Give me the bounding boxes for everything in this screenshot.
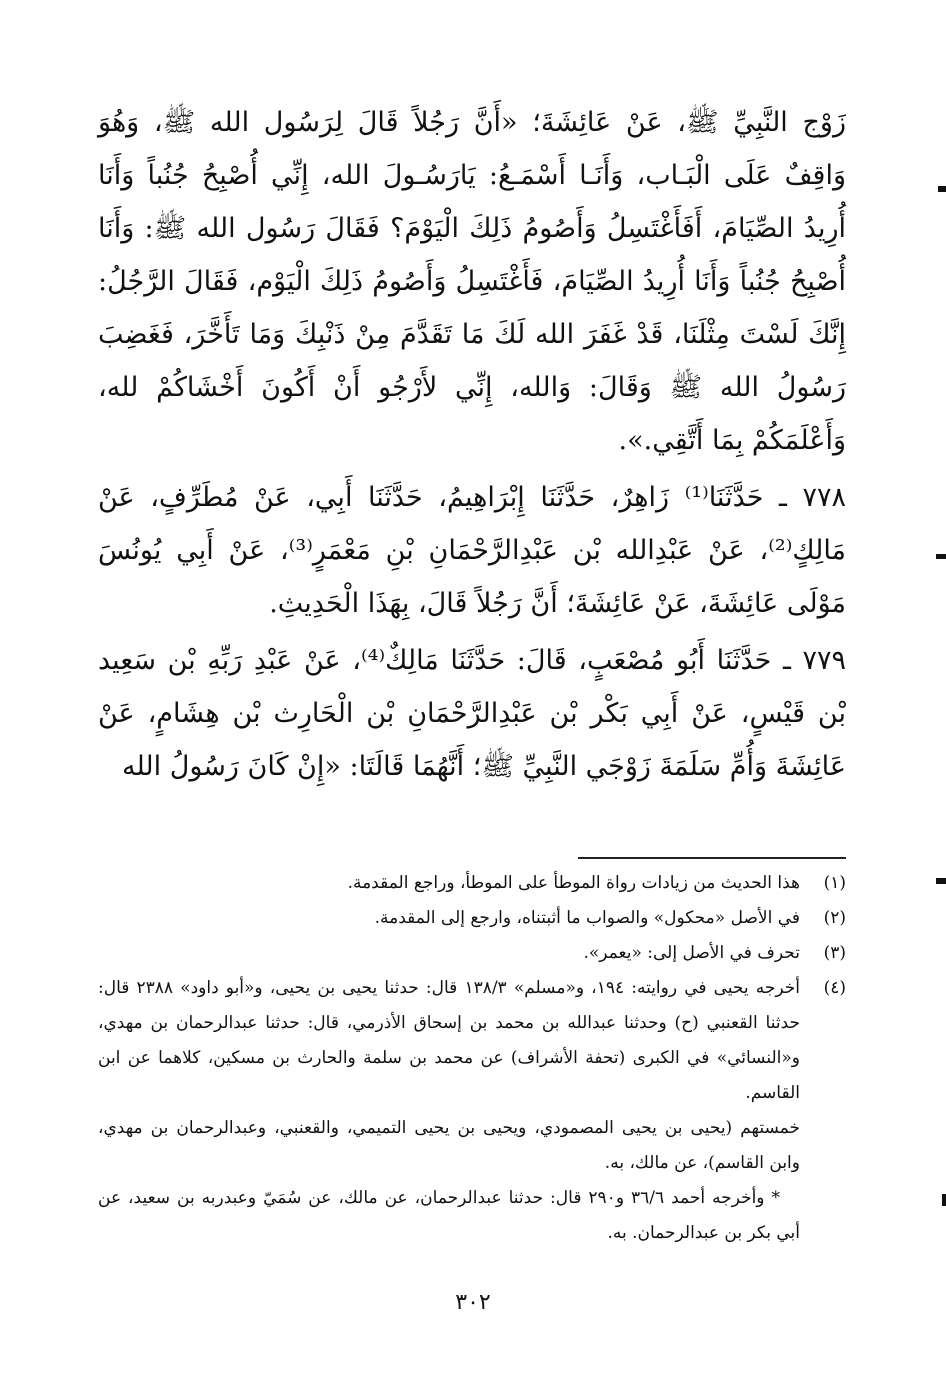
paragraph-hadith-continuation: زَوْج النَّبِيِّ ﷺ، عَنْ عَائِشَةَ؛ «أَنَّ رَجُلاً قَالَ لِرَسُول الله ﷺ، وَهُوَ وَاقِفٌ عَلَى الْبَـاب، وَأَنَـا أَسْمَـعُ: يَارَسُـولَ الله، إِنِّي أُصْبِحُ جُنُباً وَأَنَا أُرِيدُ الصِّيَامَ، أَفَأَغْتَسِلُ وَأَصُومُ ذَلِكَ الْيَوْمَ؟ فَقَالَ رَسُول الله ﷺ: وَأَنَا أُصْبِحُ جُنُباً وَأَنَا أُرِيدُ الصِّيَامَ، فَأَغْتَسِلُ وَأَصُومُ ذَلِكَ الْيَوْم، فَقَالَ الرَّجُلُ: إِنَّكَ لَسْتَ مِثْلَنَا، قَدْ غَفَرَ الله لَكَ مَا تَقَدَّمَ مِنْ ذَنْبِكَ وَمَا تَأَخَّرَ، فَغَضِبَ رَسُولُ الله ﷺ وَقَالَ: وَالله، إِنِّي لأَرْجُو أَنْ أَكُونَ أَخْشَاكُمْ لله، وَأَعْلَمَكُمْ بِمَا أَتَّقِي.». — [98, 107, 846, 456]
footnote-text: هذا الحديث من زيادات رواة الموطأ على الموطأ، وراجع المقدمة. — [347, 873, 800, 893]
scan-edge-mark — [942, 1194, 946, 1206]
footnote-number: (١) — [823, 873, 846, 893]
page-number: ٣٠٢ — [455, 1290, 491, 1315]
footnote-3 — [98, 936, 846, 971]
paragraph-hadith-779: ٧٧٩ ـ حَدَّثَنَا أَبُو مُصْعَبٍ، قَالَ: حَدَّثَنَا مَالِكٌ⁽⁴⁾، عَنْ عَبْدِ رَبِّهِ بْن سَعِيد بْن قَيْسٍ، عَنْ أَبِي بَكْر بْن عَبْدِالرَّحْمَانِ بْن الْحَارِث بْن هِشَامٍ، عَنْ عَائِشَةَ وَأُمِّ سَلَمَةَ زَوْجَي النَّبِيِّ ﷺ؛ أَنَّهُمَا قَالَتَا: «إِنْ كَانَ رَسُولُ الله — [98, 645, 847, 782]
footnotes — [98, 866, 846, 1251]
footnote-text: أخرجه يحيى في روايته: ١٩٤، و«مسلم» ١٣٨/٣ قال: حدثنا يحيى بن يحيى، و«أبو داود» ٢٣٨٨ قال: حدثنا القعنبي (ح) وحدثنا عبدالله بن محمد بن إسحاق الأذرمي، قال: حدثنا عبدالرحمان بن مهدي، و«النسائي» في الكبرى (تحفة الأشراف) عن محمد بن سلمة والحارث بن مسكين، كلاهما عن ابن القاسم. — [98, 978, 800, 1103]
footnote-4-ahmad-note: * وأخرجه أحمد ٣٦/٦ و٢٩٠ قال: حدثنا عبدالرحمان، عن مالك، عن سُمَيّ وعبدربه بن سعيد، عن أبي بكر بن عبدالرحمان. به. — [98, 1188, 800, 1243]
footnote-number: (٢) — [823, 908, 846, 928]
scan-edge-mark — [938, 186, 946, 192]
footnote-divider — [578, 857, 846, 859]
footnote-4-continuation: خمستهم (يحيى بن يحيى المصمودي، ويحيى بن يحيى التميمي، والقعنبي، وعبدالرحمان بن مهدي، وابن القاسم)، عن مالك، به. — [98, 1118, 800, 1173]
scan-edge-mark — [936, 878, 946, 884]
paragraph-hadith-778: ٧٧٨ ـ حَدَّثَنَا⁽¹⁾ زَاهِرٌ، حَدَّثَنَا إِبْرَاهِيمُ، حَدَّثَنَا أَبِي، عَنْ مُطَرِّفٍ، عَنْ مَالِكٍ⁽²⁾، عَنْ عَبْدِالله بْن عَبْدِالرَّحْمَانِ بْنِ مَعْمَرٍ⁽³⁾، عَنْ أَبِي يُونُسَ مَوْلَى عَائِشَةَ، عَنْ عَائِشَةَ؛ أَنَّ رَجُلاً قَالَ، بِهَذَا الْحَدِيثِ. — [98, 482, 847, 619]
footnote-text: تحرف في الأصل إلى: «يعمر». — [583, 943, 800, 963]
footnote-2 — [98, 901, 846, 936]
main-text — [98, 96, 846, 793]
footnote-1 — [98, 866, 846, 901]
footnote-number: (٤) — [823, 978, 846, 998]
footnote-4 — [98, 971, 846, 1111]
scan-edge-mark — [936, 554, 946, 559]
footnote-text: في الأصل «محكول» والصواب ما أثبتناه، وارجع إلى المقدمة. — [374, 908, 800, 928]
footnote-number: (٣) — [823, 943, 846, 963]
